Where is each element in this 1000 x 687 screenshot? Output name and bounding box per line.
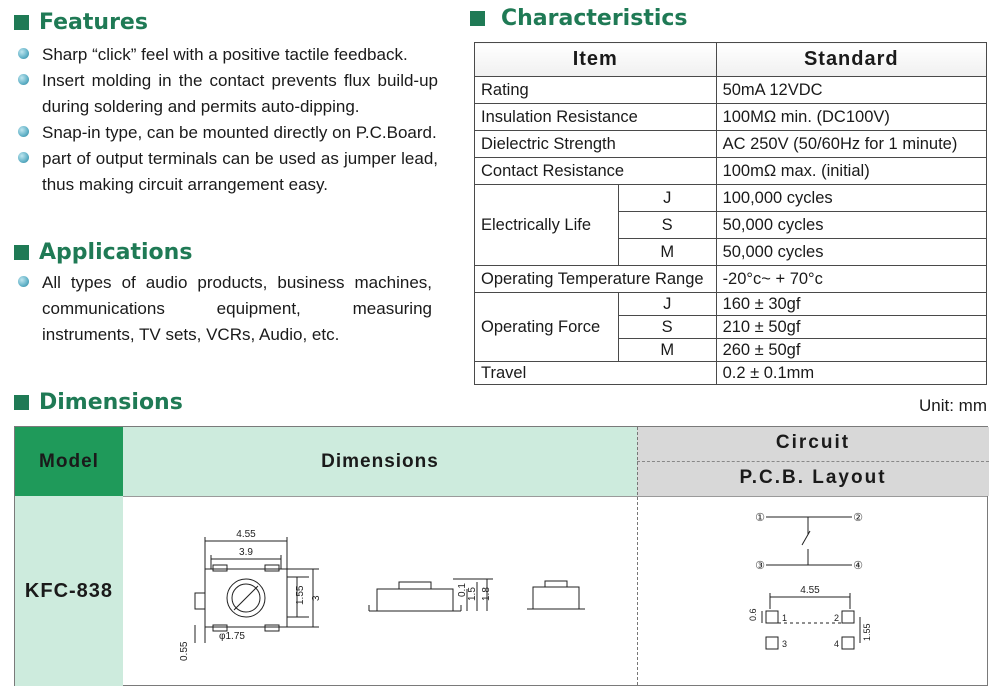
svg-text:②: ② [853, 512, 863, 524]
divider [637, 461, 989, 462]
dimensions-heading: Dimensions [14, 390, 183, 415]
table-row: S 210 ± 50gf [475, 316, 987, 339]
dimensions-table [14, 426, 988, 686]
unit-label: Unit: mm [919, 396, 987, 415]
table-row: Electrically Life J 100,000 cycles [475, 185, 987, 212]
list-item: Insert molding in the contact prevents flux build-up during soldering and permits auto-dipping. [14, 68, 438, 120]
model-header: Model [15, 427, 123, 496]
table-row: Rating 50mA 12VDC [475, 77, 987, 104]
table-row: Operating Temperature Range -20°c~ + 70°c [475, 266, 987, 293]
svg-text:3: 3 [782, 639, 788, 649]
svg-text:1.8: 1.8 [481, 587, 492, 601]
circle-bullet-icon [18, 126, 29, 137]
svg-text:0.55: 0.55 [179, 641, 190, 661]
circuit-header: Circuit P.C.B. Layout [637, 427, 989, 496]
dimensions-header: Dimensions [123, 427, 637, 496]
circle-bullet-icon [18, 152, 29, 163]
svg-text:φ1.75: φ1.75 [219, 631, 245, 642]
svg-text:③: ③ [755, 560, 765, 572]
table-row: M 260 ± 50gf [475, 339, 987, 362]
square-bullet-icon [470, 11, 485, 26]
header-item: Item [475, 43, 717, 77]
list-item: All types of audio products, business machines, communications equipment, measuring instruments, TV sets, VCRs, Audio, etc. [14, 270, 432, 348]
svg-text:2: 2 [834, 613, 840, 623]
table-row: Dielectric Strength AC 250V (50/60Hz for 1 minute) [475, 131, 987, 158]
list-item: Sharp “click” feel with a positive tactile feedback. [14, 42, 438, 68]
svg-text:4.55: 4.55 [236, 529, 256, 540]
square-bullet-icon [14, 245, 29, 260]
table-row: M 50,000 cycles [475, 239, 987, 266]
table-header-row [475, 43, 987, 77]
svg-text:1.55: 1.55 [862, 623, 872, 641]
svg-text:3.9: 3.9 [239, 547, 253, 558]
table-row: Travel 0.2 ± 0.1mm [475, 362, 987, 385]
features-heading: Features [14, 10, 148, 35]
header-standard: Standard [716, 43, 986, 77]
svg-text:1: 1 [782, 613, 788, 623]
svg-text:1.5: 1.5 [467, 587, 478, 601]
characteristics-heading: Characteristics [470, 6, 688, 31]
characteristics-table [474, 42, 987, 385]
table-row: Insulation Resistance 100MΩ min. (DC100V) [475, 104, 987, 131]
svg-text:①: ① [755, 512, 765, 524]
svg-text:4.55: 4.55 [800, 585, 820, 596]
svg-text:3: 3 [311, 595, 322, 601]
svg-text:4: 4 [834, 639, 840, 649]
applications-list [14, 270, 432, 348]
table-row: S 50,000 cycles [475, 212, 987, 239]
svg-text:0.1: 0.1 [457, 583, 468, 597]
features-list [14, 42, 438, 198]
list-item: Snap-in type, can be mounted directly on P.C.Board. [14, 120, 438, 146]
circle-bullet-icon [18, 48, 29, 59]
square-bullet-icon [14, 15, 29, 30]
table-row: Operating Force J 160 ± 30gf [475, 293, 987, 316]
svg-text:0.6: 0.6 [748, 608, 758, 621]
circuit-pcb-drawing [638, 497, 988, 686]
svg-text:1.55: 1.55 [295, 585, 306, 605]
svg-text:④: ④ [853, 560, 863, 572]
list-item: part of output terminals can be used as jumper lead, thus making circuit arrangement easy. [14, 146, 438, 198]
circle-bullet-icon [18, 74, 29, 85]
model-name: KFC-838 [15, 496, 123, 686]
circle-bullet-icon [18, 276, 29, 287]
table-row: Contact Resistance 100mΩ max. (initial) [475, 158, 987, 185]
square-bullet-icon [14, 395, 29, 410]
applications-heading: Applications [14, 240, 192, 265]
dimension-drawing [123, 497, 637, 686]
